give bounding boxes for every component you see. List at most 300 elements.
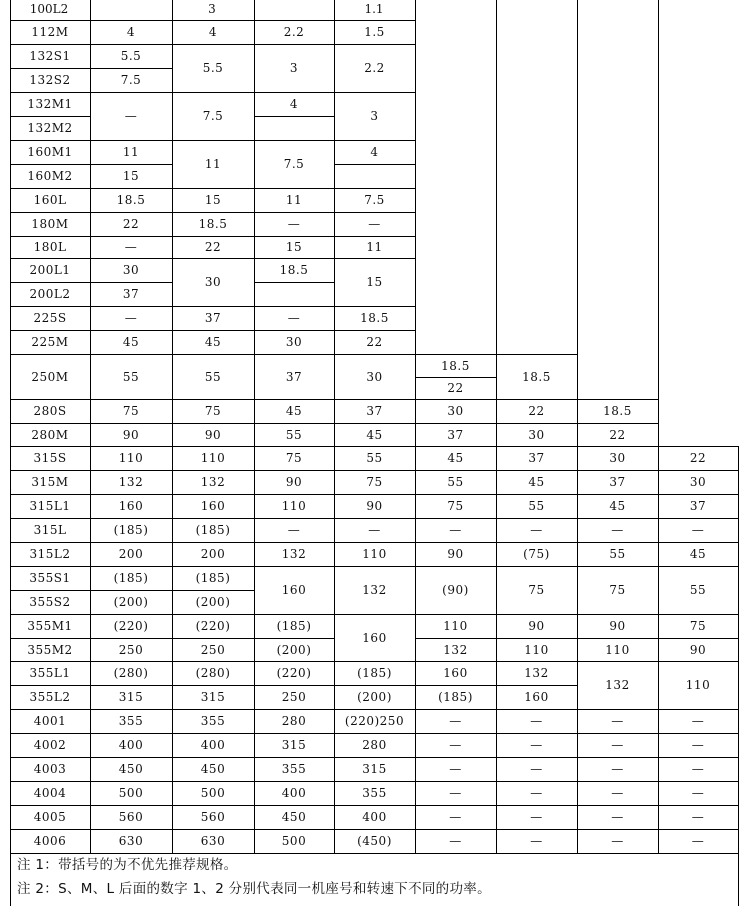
cell-right-border <box>254 590 255 615</box>
cell-right-border <box>90 116 91 141</box>
cell-left-border <box>172 781 173 806</box>
cell-left-border <box>334 566 335 615</box>
power-value-cell: 400 <box>362 810 387 824</box>
frame-label-cell: 132S2 <box>29 73 71 87</box>
cell-left-border <box>10 212 11 237</box>
power-value-cell: — <box>611 834 624 848</box>
power-value-cell: 355 <box>281 762 307 776</box>
cell-left-border <box>254 0 255 21</box>
cell-left-border <box>658 829 659 854</box>
power-value-cell: 355 <box>200 714 226 728</box>
power-value-cell: 110 <box>685 678 711 692</box>
power-value-cell: (200) <box>113 595 149 609</box>
cell-left-border <box>577 829 578 854</box>
frame-label-cell: 200L2 <box>29 287 71 301</box>
frame-label-cell: 225M <box>31 335 69 349</box>
power-value-cell: 45 <box>447 451 464 465</box>
cell-left-border <box>90 0 91 21</box>
power-value-cell: 37 <box>366 404 383 418</box>
power-value-cell: 22 <box>528 404 545 418</box>
power-value-cell: 18.5 <box>279 263 309 277</box>
cell-left-border <box>10 614 11 639</box>
cell-left-border <box>90 781 91 806</box>
power-value-cell: 11 <box>122 145 140 159</box>
cell-left-border <box>658 614 659 639</box>
power-value-cell: (280) <box>195 666 231 680</box>
cell-left-border <box>90 446 91 471</box>
power-value-cell: — <box>530 810 543 824</box>
cell-left-border <box>254 709 255 734</box>
cell-top-border <box>577 399 658 400</box>
cell-left-border <box>90 330 91 355</box>
cell-left-border <box>10 164 11 189</box>
power-value-cell: (185) <box>438 690 473 704</box>
power-value-cell: 1.5 <box>364 25 385 39</box>
frame-label-cell: 355S1 <box>29 571 71 585</box>
power-value-cell: 90 <box>689 642 707 657</box>
power-value-cell: 37 <box>689 499 707 513</box>
cell-left-border <box>254 757 255 782</box>
cell-left-border <box>172 829 173 854</box>
power-value-cell: 45 <box>689 547 707 561</box>
frame-label-cell: 132S1 <box>29 49 71 63</box>
cell-left-border <box>172 661 173 686</box>
power-value-cell: (200) <box>357 690 392 704</box>
cell-right-border <box>738 614 739 639</box>
note-2: 注 2：S、M、L 后面的数字 1、2 分别代表同一机座号和转速下不同的功率。 <box>17 881 491 897</box>
cell-left-border <box>172 92 173 141</box>
cell-left-border <box>254 140 255 189</box>
cell-left-border <box>10 140 11 165</box>
power-value-cell: 90 <box>122 427 140 442</box>
cell-left-border <box>10 757 11 782</box>
cell-left-border <box>334 805 335 830</box>
cell-left-border <box>496 805 497 830</box>
cell-left-border <box>334 494 335 519</box>
cell-top-border <box>658 446 738 447</box>
power-value-cell: — <box>691 714 705 728</box>
power-value-cell: — <box>611 786 624 800</box>
power-value-cell: — <box>124 109 138 123</box>
cell-left-border <box>496 354 497 400</box>
power-value-cell: 55 <box>366 451 383 465</box>
power-value-cell: 132 <box>362 583 387 597</box>
cell-left-border <box>496 518 497 543</box>
cell-left-border <box>90 164 91 189</box>
cell-left-border <box>254 20 255 45</box>
cell-left-border <box>10 258 11 283</box>
cell-left-border <box>10 20 11 45</box>
cell-left-border <box>577 757 578 782</box>
cell-left-border <box>254 661 255 686</box>
cell-left-border <box>577 446 578 471</box>
cell-right-border <box>172 164 173 189</box>
power-value-cell: 30 <box>285 335 303 349</box>
cell-left-border <box>90 805 91 830</box>
frame-label-cell: 112M <box>31 25 69 39</box>
cell-left-border <box>254 92 255 117</box>
cell-left-border <box>172 446 173 471</box>
power-value-cell: — <box>449 810 462 824</box>
cell-left-border <box>496 733 497 758</box>
power-value-cell: 37 <box>609 475 626 489</box>
power-value-cell: 200 <box>200 547 226 561</box>
cell-left-border <box>658 661 659 710</box>
cell-left-border <box>10 709 11 734</box>
cell-left-border <box>334 829 335 854</box>
cell-left-border <box>172 470 173 495</box>
notes-right-border <box>738 853 739 906</box>
frame-label-cell: 200L1 <box>29 263 71 277</box>
power-value-cell: (185) <box>195 571 231 585</box>
cell-left-border <box>254 330 255 355</box>
value-top-col4: 1.1 <box>364 2 384 16</box>
power-value-cell: 90 <box>204 427 222 442</box>
cell-left-border <box>10 685 11 710</box>
cell-left-border <box>90 140 91 165</box>
power-value-cell: 55 <box>285 427 303 442</box>
cell-left-border <box>172 212 173 237</box>
power-value-cell: 500 <box>200 786 226 800</box>
power-value-cell: 55 <box>689 583 707 597</box>
cell-left-border <box>334 399 335 424</box>
power-value-cell: 45 <box>528 475 545 489</box>
cell-left-border <box>496 423 497 447</box>
power-value-cell: 110 <box>118 451 144 465</box>
power-value-cell: — <box>449 762 462 776</box>
power-value-cell: — <box>691 523 705 537</box>
cell-left-border <box>577 542 578 567</box>
cell-left-border <box>172 566 173 591</box>
cell-left-border <box>577 494 578 519</box>
power-value-cell: — <box>691 810 705 824</box>
power-value-cell: — <box>611 762 624 776</box>
cell-bottom-border <box>334 164 416 165</box>
power-value-cell: 15 <box>204 193 222 207</box>
cell-left-border <box>496 566 497 615</box>
cell-right-border <box>738 494 739 519</box>
power-value-cell: (220) <box>276 666 312 680</box>
cell-left-border <box>415 470 416 495</box>
cell-left-border <box>658 518 659 543</box>
power-value-cell: 450 <box>200 762 226 776</box>
cell-bottom-border <box>334 20 416 21</box>
power-value-cell: 75 <box>528 583 545 597</box>
cell-left-border <box>172 614 173 639</box>
cell-left-border <box>10 566 11 591</box>
power-value-cell: 132 <box>605 678 630 692</box>
power-value-cell: 55 <box>447 475 464 489</box>
cell-left-border <box>254 638 255 662</box>
cell-left-border <box>90 354 91 400</box>
cell-left-border <box>172 44 173 93</box>
cell-right-border <box>738 805 739 830</box>
power-value-cell: 75 <box>366 475 383 489</box>
cell-right-border <box>334 116 335 141</box>
cell-right-border <box>334 282 335 307</box>
frame-label-cell: 4006 <box>33 834 67 848</box>
power-value-cell: — <box>611 523 624 537</box>
power-value-cell: — <box>691 762 705 776</box>
power-value-cell: 400 <box>118 738 144 752</box>
power-value-cell: 160 <box>118 499 144 513</box>
cell-left-border <box>334 757 335 782</box>
cell-left-border <box>658 542 659 567</box>
cell-left-border <box>658 805 659 830</box>
cell-left-border <box>90 542 91 567</box>
cell-left-border <box>254 805 255 830</box>
power-value-cell: 30 <box>366 369 383 384</box>
power-value-cell: 355 <box>118 714 144 728</box>
frame-label-cell: 355L2 <box>29 690 71 704</box>
frame-label-cell: 180M <box>31 217 69 231</box>
cell-left-border <box>90 638 91 662</box>
cell-left-border <box>90 282 91 307</box>
cell-left-border <box>10 68 11 93</box>
cell-left-border <box>90 188 91 213</box>
power-value-cell: (200) <box>195 595 231 609</box>
cell-left-border <box>254 685 255 710</box>
cell-left-border <box>10 282 11 307</box>
cell-left-border <box>172 306 173 331</box>
cell-bottom-border <box>172 20 255 21</box>
cell-left-border <box>254 494 255 519</box>
cell-left-border <box>254 518 255 543</box>
note-1: 注 1：带括号的为不优先推荐规格。 <box>17 857 238 873</box>
frame-label-cell: 355M1 <box>27 619 73 633</box>
cell-left-border <box>10 446 11 471</box>
cell-left-border <box>10 518 11 543</box>
power-value-cell: (185) <box>276 619 312 633</box>
cell-left-border <box>496 685 497 710</box>
power-value-cell: — <box>124 311 138 325</box>
power-value-cell: 55 <box>204 369 222 384</box>
cell-left-border <box>90 423 91 447</box>
cell-bottom-border <box>10 20 91 21</box>
power-value-cell: 30 <box>447 404 464 418</box>
cell-left-border <box>577 399 578 424</box>
cell-left-border <box>496 661 497 686</box>
power-value-cell: 90 <box>528 619 545 633</box>
cell-bottom-border <box>254 116 335 117</box>
cell-left-border <box>496 470 497 495</box>
power-value-cell: — <box>449 786 462 800</box>
cell-left-border <box>90 733 91 758</box>
cell-left-border <box>334 470 335 495</box>
column-border <box>658 0 659 447</box>
frame-label-cell: 4005 <box>33 810 67 824</box>
cell-left-border <box>334 446 335 471</box>
frame-label-cell: 160M1 <box>27 145 73 159</box>
cell-left-border <box>10 470 11 495</box>
cell-left-border <box>172 542 173 567</box>
cell-left-border <box>254 282 255 307</box>
cell-left-border <box>496 614 497 639</box>
cell-left-border <box>90 614 91 639</box>
cell-left-border <box>254 781 255 806</box>
power-value-cell: — <box>530 714 543 728</box>
cell-left-border <box>334 44 335 93</box>
cell-left-border <box>172 518 173 543</box>
power-value-cell: 75 <box>204 404 222 418</box>
cell-left-border <box>496 638 497 662</box>
power-value-cell: 37 <box>447 427 464 442</box>
power-value-cell: — <box>611 738 624 752</box>
power-value-cell: 3 <box>370 109 379 123</box>
cell-left-border <box>496 399 497 424</box>
power-value-cell: 22 <box>689 451 707 465</box>
cell-left-border <box>10 188 11 213</box>
cell-left-border <box>415 781 416 806</box>
power-value-cell: 7.5 <box>120 73 142 87</box>
power-value-cell: 630 <box>118 834 144 848</box>
cell-left-border <box>90 566 91 591</box>
cell-left-border <box>172 494 173 519</box>
cell-left-border <box>90 661 91 686</box>
cell-left-border <box>415 542 416 567</box>
power-value-cell: 315 <box>362 762 387 776</box>
power-value-cell: — <box>368 217 381 231</box>
power-value-cell: — <box>287 311 301 325</box>
cell-left-border <box>334 685 335 710</box>
cell-left-border <box>415 399 416 424</box>
cell-left-border <box>10 116 11 141</box>
cell-left-border <box>10 92 11 117</box>
cell-left-border <box>10 590 11 615</box>
cell-left-border <box>172 733 173 758</box>
cell-left-border <box>90 212 91 237</box>
cell-left-border <box>172 0 173 21</box>
power-value-cell: (185) <box>113 571 149 585</box>
cell-left-border <box>334 330 335 355</box>
cell-left-border <box>90 399 91 424</box>
power-value-cell: 280 <box>281 714 307 728</box>
frame-label-cell: 132M1 <box>27 97 73 111</box>
power-value-cell: 18.5 <box>198 217 228 231</box>
power-value-cell: 18.5 <box>522 369 551 384</box>
cell-left-border <box>254 733 255 758</box>
power-value-cell: 450 <box>281 810 307 824</box>
cell-left-border <box>658 446 659 471</box>
cell-left-border <box>334 236 335 259</box>
power-value-cell: (220) <box>195 619 231 633</box>
power-value-cell: — <box>691 786 705 800</box>
power-value-cell: — <box>449 834 462 848</box>
power-value-cell: 55 <box>122 369 140 384</box>
cell-right-border <box>738 757 739 782</box>
power-value-cell: — <box>530 523 543 537</box>
cell-left-border <box>10 354 11 400</box>
power-value-cell: 75 <box>285 451 303 465</box>
power-value-cell: — <box>611 810 624 824</box>
frame-label-cell: 280M <box>31 427 69 442</box>
power-value-cell: (450) <box>357 834 392 848</box>
power-value-cell: 30 <box>528 427 545 442</box>
cell-left-border <box>415 685 416 710</box>
cell-right-border <box>172 282 173 307</box>
power-value-cell: — <box>449 738 462 752</box>
frame-label-cell: 250M <box>31 369 69 384</box>
power-value-cell: 4 <box>289 97 299 111</box>
power-value-cell: 2.2 <box>364 61 385 75</box>
power-value-cell: 560 <box>118 810 144 824</box>
cell-left-border <box>254 188 255 213</box>
cell-bottom-border <box>90 20 173 21</box>
cell-left-border <box>10 829 11 854</box>
power-value-cell: 280 <box>362 738 387 752</box>
value-top-col2: 3 <box>208 2 216 16</box>
power-value-cell: 110 <box>524 642 549 657</box>
power-value-cell: 500 <box>281 834 307 848</box>
power-value-cell: (185) <box>195 523 231 537</box>
power-value-cell: — <box>530 738 543 752</box>
power-value-cell: 110 <box>281 499 307 513</box>
cell-left-border <box>172 423 173 447</box>
power-value-cell: 4 <box>370 145 379 159</box>
power-value-cell: 37 <box>122 287 140 301</box>
power-value-cell: 18.5 <box>441 358 470 373</box>
cell-left-border <box>415 829 416 854</box>
cell-left-border <box>254 399 255 424</box>
cell-left-border <box>254 258 255 283</box>
power-value-cell: (280) <box>113 666 149 680</box>
power-value-cell: 18.5 <box>360 311 389 325</box>
cell-left-border <box>10 306 11 331</box>
cell-left-border <box>172 236 173 259</box>
column-border <box>577 0 578 400</box>
power-value-cell: — <box>530 786 543 800</box>
power-value-cell: 90 <box>366 499 383 513</box>
cell-left-border <box>415 423 416 447</box>
power-value-cell: 7.5 <box>202 109 224 123</box>
cell-right-border <box>334 638 335 662</box>
cell-left-border <box>10 44 11 69</box>
column-border <box>496 0 497 355</box>
frame-label-cell: 315L1 <box>29 499 71 513</box>
cell-left-border <box>10 423 11 447</box>
notes-top-border <box>10 853 739 854</box>
frame-label-cell: 4003 <box>33 762 67 776</box>
cell-left-border <box>415 518 416 543</box>
power-value-cell: 15 <box>366 275 383 289</box>
cell-right-border <box>738 470 739 495</box>
cell-left-border <box>10 330 11 355</box>
column-border <box>658 399 659 447</box>
cell-left-border <box>10 781 11 806</box>
power-value-cell: 110 <box>605 642 630 657</box>
cell-left-border <box>90 494 91 519</box>
cell-left-border <box>254 116 255 141</box>
cell-right-border <box>738 566 739 615</box>
power-value-cell: 400 <box>281 786 307 800</box>
cell-right-border <box>577 685 578 710</box>
frame-label-cell: 315M <box>31 475 69 489</box>
power-value-cell: 250 <box>118 642 144 657</box>
cell-right-border <box>738 518 739 543</box>
cell-left-border <box>334 733 335 758</box>
cell-left-border <box>496 829 497 854</box>
cell-right-border <box>738 829 739 854</box>
cell-left-border <box>577 781 578 806</box>
cell-left-border <box>172 188 173 213</box>
power-value-cell: 55 <box>528 499 545 513</box>
power-value-cell: (220)250 <box>344 714 405 728</box>
cell-left-border <box>172 354 173 400</box>
power-value-cell: 22 <box>122 217 140 231</box>
power-value-cell: — <box>530 834 543 848</box>
power-value-cell: — <box>530 762 543 776</box>
frame-label-cell: 160M2 <box>27 169 73 183</box>
